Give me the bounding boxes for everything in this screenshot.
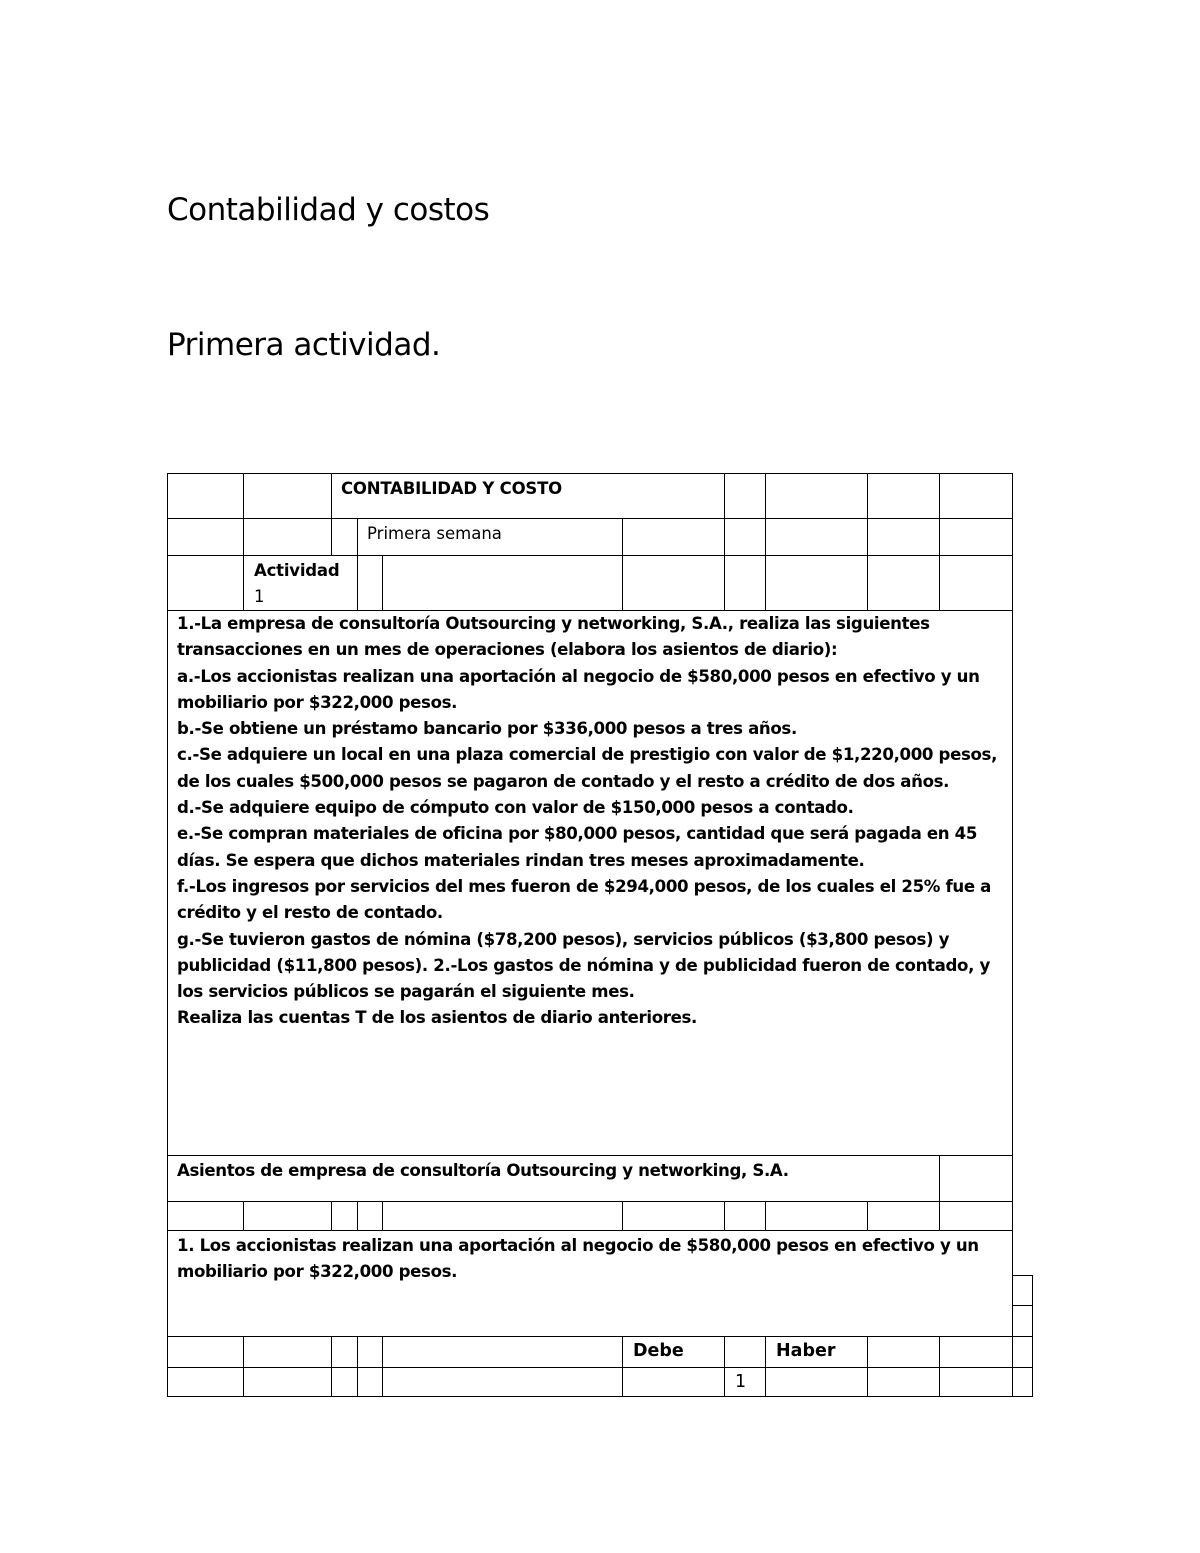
table-rule (167, 555, 1013, 556)
table-divider (867, 473, 868, 610)
table-border-top (167, 473, 1013, 474)
problem-line: f.-Los ingresos por servicios del mes fueron de $294,000 pesos, de los cuales el 25% fue a (177, 876, 992, 896)
entry-1-description (177, 1233, 979, 1286)
problem-line: los servicios públicos se pagarán el siguiente mes. (177, 982, 635, 1002)
problem-line: Realiza las cuentas T de los asientos de diario anteriores. (177, 1008, 698, 1028)
entry-number: 1 (735, 1372, 747, 1392)
table-rule (167, 1336, 1033, 1337)
table-divider (331, 1201, 332, 1230)
table-divider (765, 473, 766, 610)
problem-line: c.-Se adquiere un local en una plaza comercial de prestigio con valor de $1,220,000 pesos, (177, 745, 998, 765)
entries-heading: Asientos de empresa de consultoría Outsourcing y networking, S.A. (177, 1161, 789, 1180)
table-divider (357, 1336, 358, 1396)
table-divider (622, 518, 623, 610)
problem-line: e.-Se compran materiales de oficina por $80,000 pesos, cantidad que será pagada en 45 (177, 824, 978, 844)
table-divider (622, 1336, 623, 1396)
table-divider (357, 518, 358, 610)
table-rule (1012, 1305, 1033, 1306)
table-rule (167, 518, 1013, 519)
problem-line: g.-Se tuvieron gastos de nómina ($78,200 pesos), servicios públicos ($3,800 pesos) y (177, 929, 950, 949)
problem-line: 1.-La empresa de consultoría Outsourcing y networking, S.A., realiza las siguientes (177, 614, 930, 633)
table-divider (243, 1336, 244, 1396)
activity-number: 1 (254, 587, 265, 606)
table-divider (939, 1155, 940, 1201)
table-divider (331, 1336, 332, 1396)
table-divider (331, 473, 332, 555)
problem-line: d.-Se adquiere equipo de cómputo con valor de $150,000 pesos a contado. (177, 798, 854, 818)
problem-line: mobiliario por $322,000 pesos. (177, 692, 458, 712)
table-divider (724, 473, 725, 610)
table-divider (243, 473, 244, 610)
entry-line: mobiliario por $322,000 pesos. (177, 1262, 458, 1282)
table-divider (765, 1201, 766, 1230)
problem-line: publicidad ($11,800 pesos). 2.-Los gastos de nómina y de publicidad fueron de contado, y (177, 955, 990, 975)
problem-line: días. Se espera que dichos materiales rindan tres meses aproximadamente. (177, 850, 865, 870)
problem-statement (177, 611, 997, 1032)
problem-line: a.-Los accionistas realizan una aportación al negocio de $580,000 pesos en efectivo y un (177, 666, 980, 686)
problem-line: b.-Se obtiene un préstamo bancario por $336,000 pesos a tres años. (177, 719, 797, 739)
debit-column-label: Debe (633, 1341, 684, 1361)
activity-label: Actividad (254, 561, 340, 580)
table-header-title: CONTABILIDAD Y COSTO (341, 479, 562, 498)
table-border-bottom (167, 1396, 1033, 1397)
table-divider (382, 1336, 383, 1396)
table-divider (382, 555, 383, 610)
table-rule (167, 1201, 1013, 1202)
table-divider (867, 1201, 868, 1230)
credit-column-label: Haber (776, 1341, 836, 1361)
table-rule (167, 1155, 1013, 1156)
document-title: Contabilidad y costos (167, 192, 490, 228)
table-divider (243, 1201, 244, 1230)
entry-line: 1. Los accionistas realizan una aportación al negocio de $580,000 pesos en efectivo y un (177, 1236, 979, 1255)
problem-line: transacciones en un mes de operaciones (elabora los asientos de diario): (177, 640, 838, 660)
table-divider (867, 1336, 868, 1396)
table-rule (167, 1230, 1013, 1231)
table-divider (724, 1336, 725, 1396)
table-divider (939, 473, 940, 610)
table-divider (765, 1336, 766, 1396)
problem-line: crédito y el resto de contado. (177, 903, 443, 923)
table-rule (167, 1367, 1033, 1368)
table-border-left (167, 473, 168, 1397)
table-divider (939, 1336, 940, 1396)
table-border-right-extra (1032, 1275, 1033, 1397)
week-label: Primera semana (367, 524, 502, 543)
problem-line: de los cuales $500,000 pesos se pagaron de contado y el resto a crédito de dos años. (177, 771, 950, 791)
table-divider (939, 1201, 940, 1230)
table-divider (724, 1201, 725, 1230)
table-border-right (1012, 473, 1013, 1397)
table-divider (357, 1201, 358, 1230)
table-divider (382, 1201, 383, 1230)
document-subtitle: Primera actividad. (167, 327, 441, 363)
table-divider (622, 1201, 623, 1230)
table-rule (1012, 1275, 1033, 1276)
